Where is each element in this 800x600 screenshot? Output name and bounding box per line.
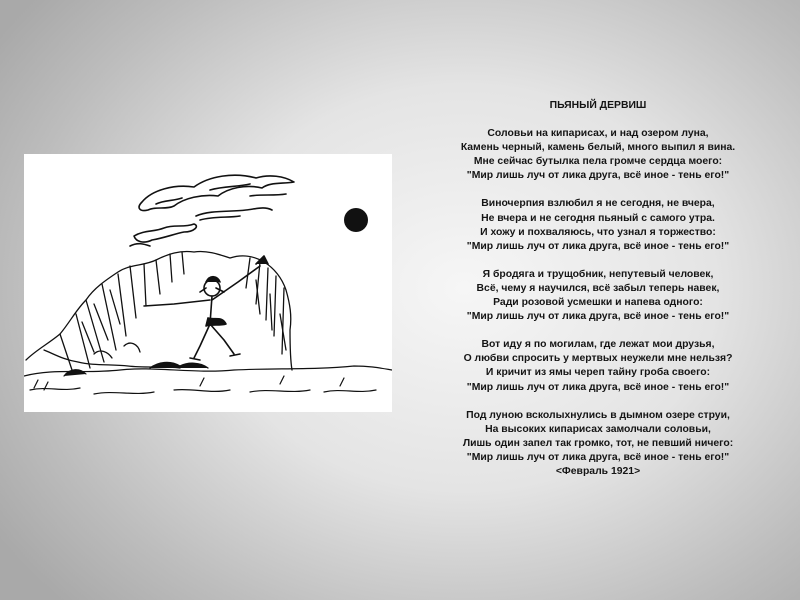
cloud-drawing	[130, 175, 294, 246]
stanza-5	[420, 409, 776, 479]
ground-drawing	[24, 366, 392, 394]
moon-drawing	[344, 208, 368, 232]
poem-line: О любви спросить у мертвых неужели мне нельзя?	[463, 353, 733, 365]
poem-line: На высоких кипарисах замолчали соловьи,	[485, 423, 711, 435]
poem-line: Всё, чему я научился, всё забыл теперь навек,	[476, 282, 720, 294]
poem-line: Лишь один запел так громко, тот, не певший ничего:	[462, 437, 734, 449]
poem-refrain: "Мир лишь луч от лика друга, всё иное - тень его!"	[466, 381, 730, 393]
poem-line: Мне сейчас бутылка пела громче сердца моего:	[473, 156, 723, 168]
poem-line: Под луною всколыхнулись в дымном озере струи,	[466, 409, 730, 421]
poem-line: И кричит из ямы череп тайну гроба своего:	[485, 367, 711, 379]
stanza-3	[420, 268, 776, 324]
poem-refrain: "Мир лишь луч от лика друга, всё иное - тень его!"	[466, 170, 730, 182]
poem-line: Ради розовой усмешки и напева одного:	[493, 297, 703, 309]
poem-line: Я бродяга и трущобник, непутевый человек,	[482, 268, 714, 280]
poem-line: Соловьи на кипарисах, и над озером луна,	[487, 128, 709, 140]
poem-date: <Февраль 1921>	[555, 465, 641, 477]
stanza-4	[420, 338, 776, 394]
poem-line: И хожу и похваляюсь, что узнал я торжество:	[480, 226, 716, 238]
stanza-2	[420, 197, 776, 253]
poem-title: ПЬЯНЫЙ ДЕРВИШ	[549, 100, 647, 111]
dervish-illustration	[24, 154, 392, 412]
poem-line: Вот иду я по могилам, где лежат мои друзья,	[481, 339, 715, 351]
poem-refrain: "Мир лишь луч от лика друга, всё иное - тень его!"	[466, 311, 730, 323]
poem-line: Не вчера и не сегодня пьяный с самого утра.	[481, 212, 715, 224]
poem	[420, 99, 776, 479]
stanza-1	[420, 127, 776, 183]
rock-hills-drawing	[26, 251, 292, 370]
poem-line: Виночерпия взлюбил я не сегодня, не вчера,	[481, 198, 715, 210]
poem-refrain: "Мир лишь луч от лика друга, всё иное - тень его!"	[466, 451, 730, 463]
poem-refrain: "Мир лишь луч от лика друга, всё иное - тень его!"	[466, 240, 730, 252]
poem-line: Камень черный, камень белый, много выпил я вина.	[460, 142, 736, 154]
dervish-figure-drawing	[144, 256, 268, 360]
